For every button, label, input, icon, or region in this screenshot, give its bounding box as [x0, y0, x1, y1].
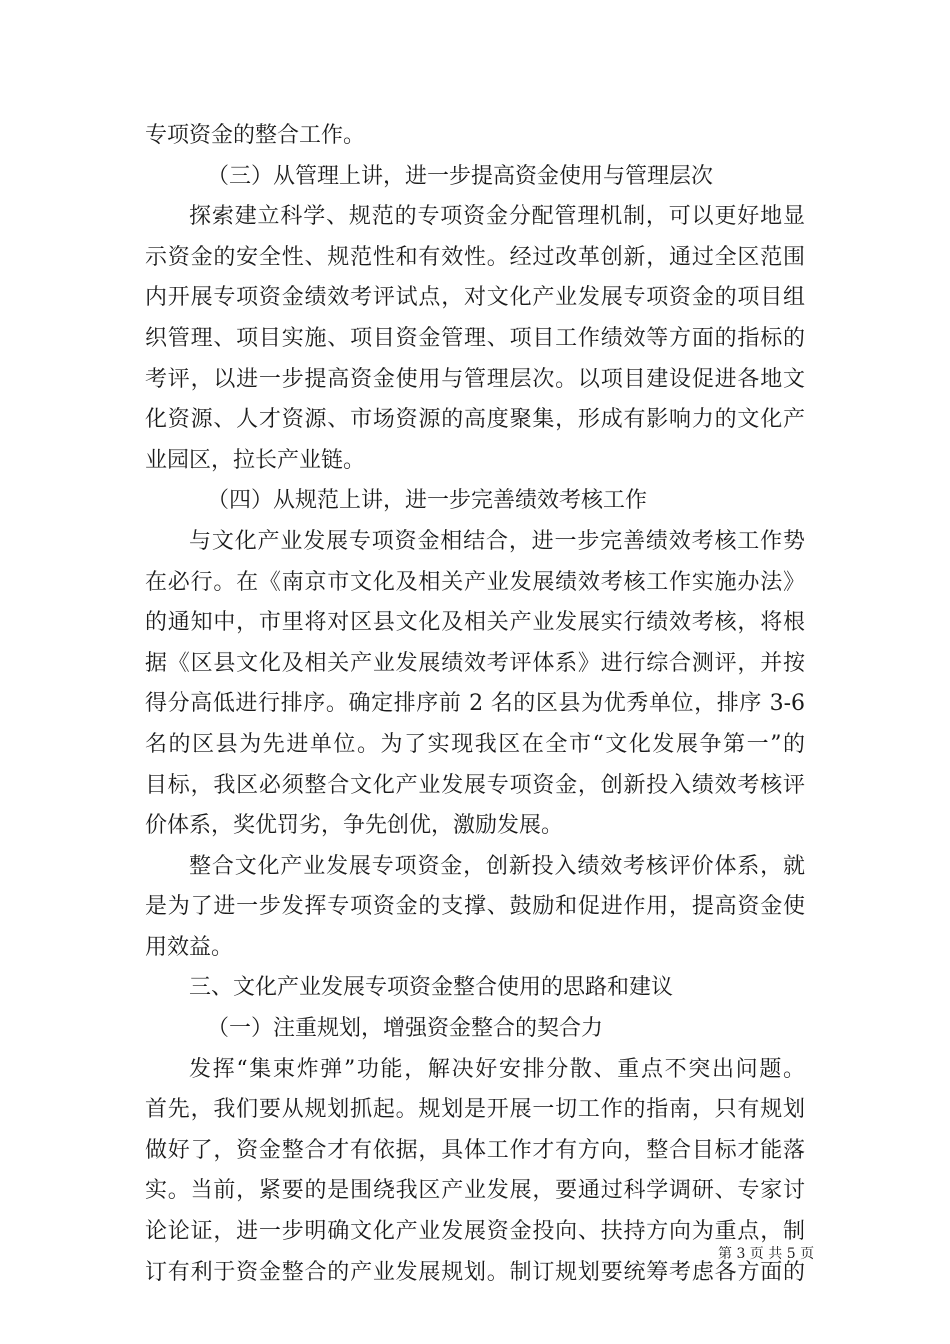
text-line: 得分高低进行排序。确定排序前 2 名的区县为优秀单位，排序 3-6 [145, 691, 806, 717]
text-line: 发挥“集束炸弹”功能，解决好安排分散、重点不突出问题。 [189, 1056, 805, 1082]
page-number: 第 3 页 共 5 页 [718, 1246, 815, 1262]
text-line: 织管理、项目实施、项目资金管理、项目工作绩效等方面的指标的 [145, 325, 805, 351]
text-line: 首先，我们要从规划抓起。规划是开展一切工作的指南，只有规划 [145, 1097, 805, 1123]
text-line: （一）注重规划，增强资金整合的契合力 [207, 1016, 604, 1042]
text-line: （四）从规范上讲，进一步完善绩效考核工作 [207, 488, 648, 514]
text-line: 据《区县文化及相关产业发展绩效考评体系》进行综合测评，并按 [145, 650, 805, 676]
text-line: 整合文化产业发展专项资金，创新投入绩效考核评价体系，就 [189, 853, 805, 879]
text-line: 是为了进一步发挥专项资金的支撑、鼓励和促进作用，提高资金使 [145, 894, 805, 920]
text-line: 示资金的安全性、规范性和有效性。经过改革创新，通过全区范围 [145, 244, 805, 270]
text-line: 与文化产业发展专项资金相结合，进一步完善绩效考核工作势 [189, 528, 805, 554]
text-line: 专项资金的整合工作。 [145, 123, 366, 148]
text-line: 探索建立科学、规范的专项资金分配管理机制，可以更好地显 [189, 204, 805, 230]
text-line: 化资源、人才资源、市场资源的高度聚集，形成有影响力的文化产 [145, 407, 805, 433]
text-line: 的通知中，市里将对区县文化及相关产业发展实行绩效考核，将根 [145, 610, 805, 636]
text-line: 在必行。在《南京市文化及相关产业发展绩效考核工作实施办法》 [145, 569, 805, 595]
text-line: 目标，我区必须整合文化产业发展专项资金，创新投入绩效考核评 [145, 772, 805, 798]
text-line: 三、文化产业发展专项资金整合使用的思路和建议 [189, 975, 674, 1001]
text-line: 业园区，拉长产业链。 [145, 447, 366, 473]
text-line: 用效益。 [145, 934, 234, 960]
text-line: （三）从管理上讲，进一步提高资金使用与管理层次 [207, 163, 714, 189]
text-line: 考评，以进一步提高资金使用与管理层次。以项目建设促进各地文 [145, 366, 805, 392]
text-line: 论论证，进一步明确文化产业发展资金投向、扶持方向为重点，制 [145, 1219, 805, 1245]
text-line: 内开展专项资金绩效考评试点，对文化产业发展专项资金的项目组 [145, 285, 805, 311]
text-line: 实。当前，紧要的是围绕我区产业发展，要通过科学调研、专家讨 [145, 1178, 805, 1204]
text-line: 做好了，资金整合才有依据，具体工作才有方向，整合目标才能落 [145, 1137, 805, 1163]
text-line: 价体系，奖优罚劣，争先创优，激励发展。 [145, 813, 564, 839]
text-line: 订有利于资金整合的产业发展规划。制订规划要统筹考虑各方面的 [145, 1259, 805, 1285]
document-body [145, 116, 805, 1293]
text-line: 名的区县为先进单位。为了实现我区在全市“文化发展争第一”的 [145, 731, 805, 757]
